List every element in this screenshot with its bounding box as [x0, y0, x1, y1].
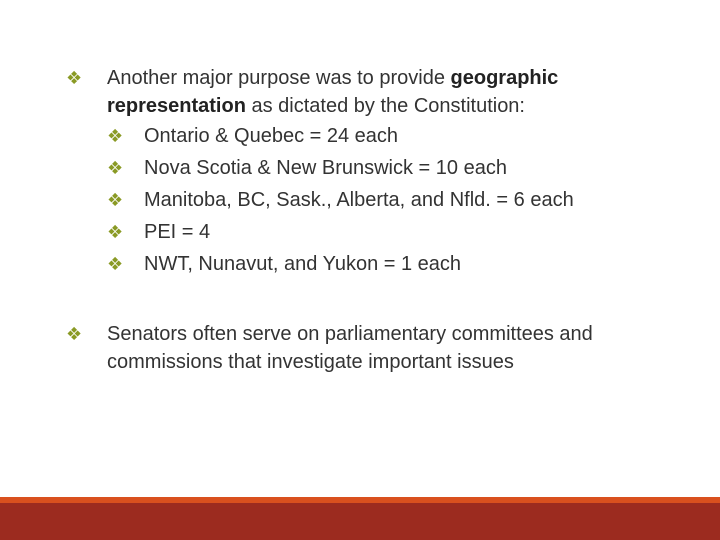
bullet-text: commissions that investigate important issues [107, 351, 514, 373]
sub-bullet-list [66, 120, 686, 280]
sub-bullet-text: Ontario & Quebec = 24 each [144, 125, 399, 147]
diamond-bullet-icon: ❖ [107, 158, 124, 178]
bullet-line-1 [66, 320, 686, 348]
sub-bullet-item [107, 120, 686, 152]
bullet-geographic-representation [66, 64, 686, 280]
sub-bullet-text: PEI = 4 [144, 221, 211, 243]
diamond-bullet-icon: ❖ [107, 190, 124, 210]
sub-bullet-text: NWT, Nunavut, and Yukon = 1 each [144, 253, 462, 275]
bullet-line-2 [66, 348, 686, 376]
footer-bar [0, 503, 720, 540]
diamond-bullet-icon: ❖ [107, 222, 124, 242]
sub-bullet-text: Nova Scotia & New Brunswick = 10 each [144, 157, 507, 179]
diamond-bullet-icon: ❖ [107, 126, 124, 146]
sub-bullet-item [107, 216, 686, 248]
diamond-bullet-icon: ❖ [66, 68, 83, 88]
text-bold-geographic: geographic [450, 67, 559, 89]
sub-bullet-text: Manitoba, BC, Sask., Alberta, and Nfld. = 6 each [144, 189, 574, 211]
bullet-text: Senators often serve on parliamentary committees and [107, 323, 593, 345]
sub-bullet-item [107, 152, 686, 184]
bullet-senators-committees [66, 320, 686, 376]
bullet-line-1 [66, 64, 686, 92]
sub-bullet-item [107, 184, 686, 216]
text-prefix: Another major purpose was to provide [107, 67, 451, 89]
bullet-line-2 [66, 92, 686, 120]
text-suffix: as dictated by the Constitution: [245, 95, 525, 117]
text-bold-representation: representation [107, 95, 246, 117]
diamond-bullet-icon: ❖ [66, 324, 83, 344]
diamond-bullet-icon: ❖ [107, 254, 124, 274]
sub-bullet-item [107, 248, 686, 280]
